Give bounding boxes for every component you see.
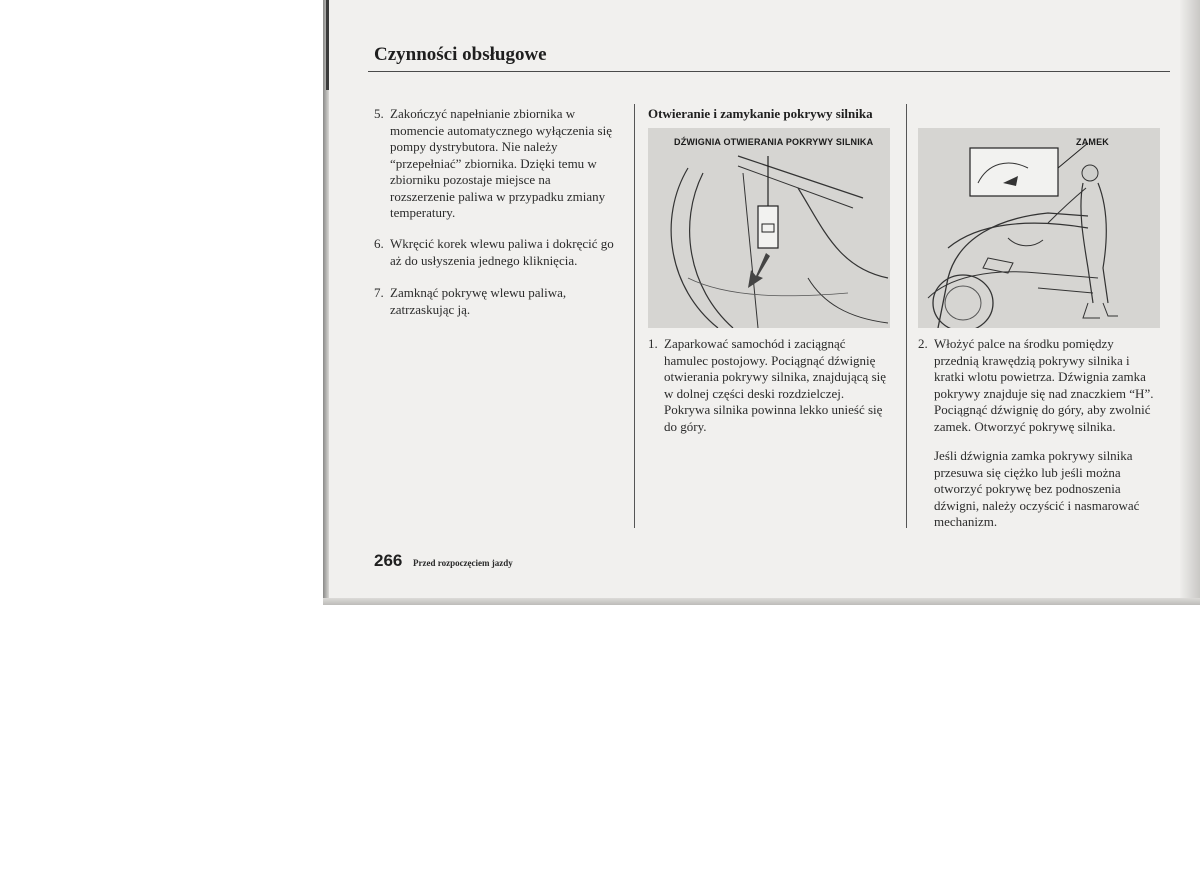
line: zamek. Otworzyć pokrywę silnika. [934, 418, 1116, 434]
line: “przepełniać” zbiornika. Dzięki temu w [390, 155, 597, 171]
dashboard-drawing [648, 128, 890, 328]
binding-strip [326, 0, 329, 90]
page-title: Czynności obsługowe [374, 44, 547, 65]
line: otwierania pokrywy silnika, znajdującą się [664, 369, 887, 384]
page-number: 266 [374, 551, 403, 570]
line: rozszerzenie paliwa w przypadku zmiany [390, 188, 606, 204]
section-title: Otwieranie i zamykanie pokrywy silnika [648, 106, 873, 121]
step-text [664, 336, 886, 435]
page-binding-shadow [323, 0, 329, 605]
chapter-label: Przed rozpoczęciem jazdy [413, 558, 513, 568]
step-6 [374, 236, 629, 272]
step-7 [374, 285, 629, 321]
page-bottom-edge [323, 598, 1200, 605]
line: w dolnej części deski rozdzielczej. [664, 385, 845, 401]
step-number: 6. [374, 236, 384, 251]
step-number: 5. [374, 106, 384, 121]
hood-release-lever-illustration [648, 128, 890, 328]
line: Włożyć palce na środku pomiędzy [934, 336, 1114, 351]
step-number: 1. [648, 336, 658, 351]
car-front-drawing [918, 128, 1160, 328]
figure-label: ZAMEK [1076, 137, 1109, 147]
line: przednią krawędzią pokrywy silnika i [934, 352, 1130, 368]
step-1 [648, 336, 898, 436]
step-text [390, 236, 614, 269]
line: Zamknąć pokrywę wlewu paliwa, [390, 285, 567, 300]
line: przesuwa się ciężko lub jeśli można [934, 464, 1121, 480]
page-right-edge [1180, 0, 1200, 605]
line: Wkręcić korek wlewu paliwa i dokręcić go [390, 236, 614, 251]
line: Pociągnąć dźwignię do góry, aby zwolnić [934, 402, 1151, 417]
line: Jeśli dźwignia zamka pokrywy silnika [934, 448, 1133, 463]
step-text [390, 106, 612, 222]
line: pokrywy znajduje się nad znaczkiem “H”. [934, 385, 1154, 401]
step-number: 7. [374, 285, 384, 300]
line: otworzyć pokrywę bez podnoszenia [934, 481, 1121, 496]
line: mechanizm. [934, 514, 998, 529]
line: kratki wlotu powietrza. Dźwignia zamka [934, 369, 1146, 384]
step-5 [374, 106, 629, 226]
step-number: 2. [918, 336, 928, 351]
line: aż do usłyszenia jednego kliknięcia. [390, 252, 578, 268]
step-2 [918, 336, 1180, 436]
line: momencie automatycznego wyłączenia się [390, 122, 612, 138]
line: zatrzaskując ją. [390, 301, 471, 317]
line: Zaparkować samochód i zaciągnąć [664, 336, 846, 351]
line: do góry. [664, 418, 707, 434]
hood-latch-illustration [918, 128, 1160, 328]
line: zbiorniku pozostaje miejsce na [390, 172, 551, 187]
line: hamulec postojowy. Pociągnąć dźwignię [664, 352, 876, 368]
figure-label: DŹWIGNIA OTWIERANIA POKRYWY SILNIKA [674, 137, 874, 147]
column-divider-1 [634, 104, 635, 528]
line: Pokrywa silnika powinna lekko unieść się [664, 402, 883, 417]
line: Zakończyć napełnianie zbiornika w [390, 106, 576, 121]
line: dźwigni, należy oczyścić i nasmarować [934, 497, 1140, 513]
header-divider [368, 71, 1170, 72]
step-text [934, 336, 1153, 435]
maintenance-note [934, 448, 1174, 532]
line: pompy dystrybutora. Nie należy [390, 139, 558, 154]
line: temperatury. [390, 205, 456, 220]
column-divider-2 [906, 104, 907, 528]
step-text [390, 285, 566, 318]
